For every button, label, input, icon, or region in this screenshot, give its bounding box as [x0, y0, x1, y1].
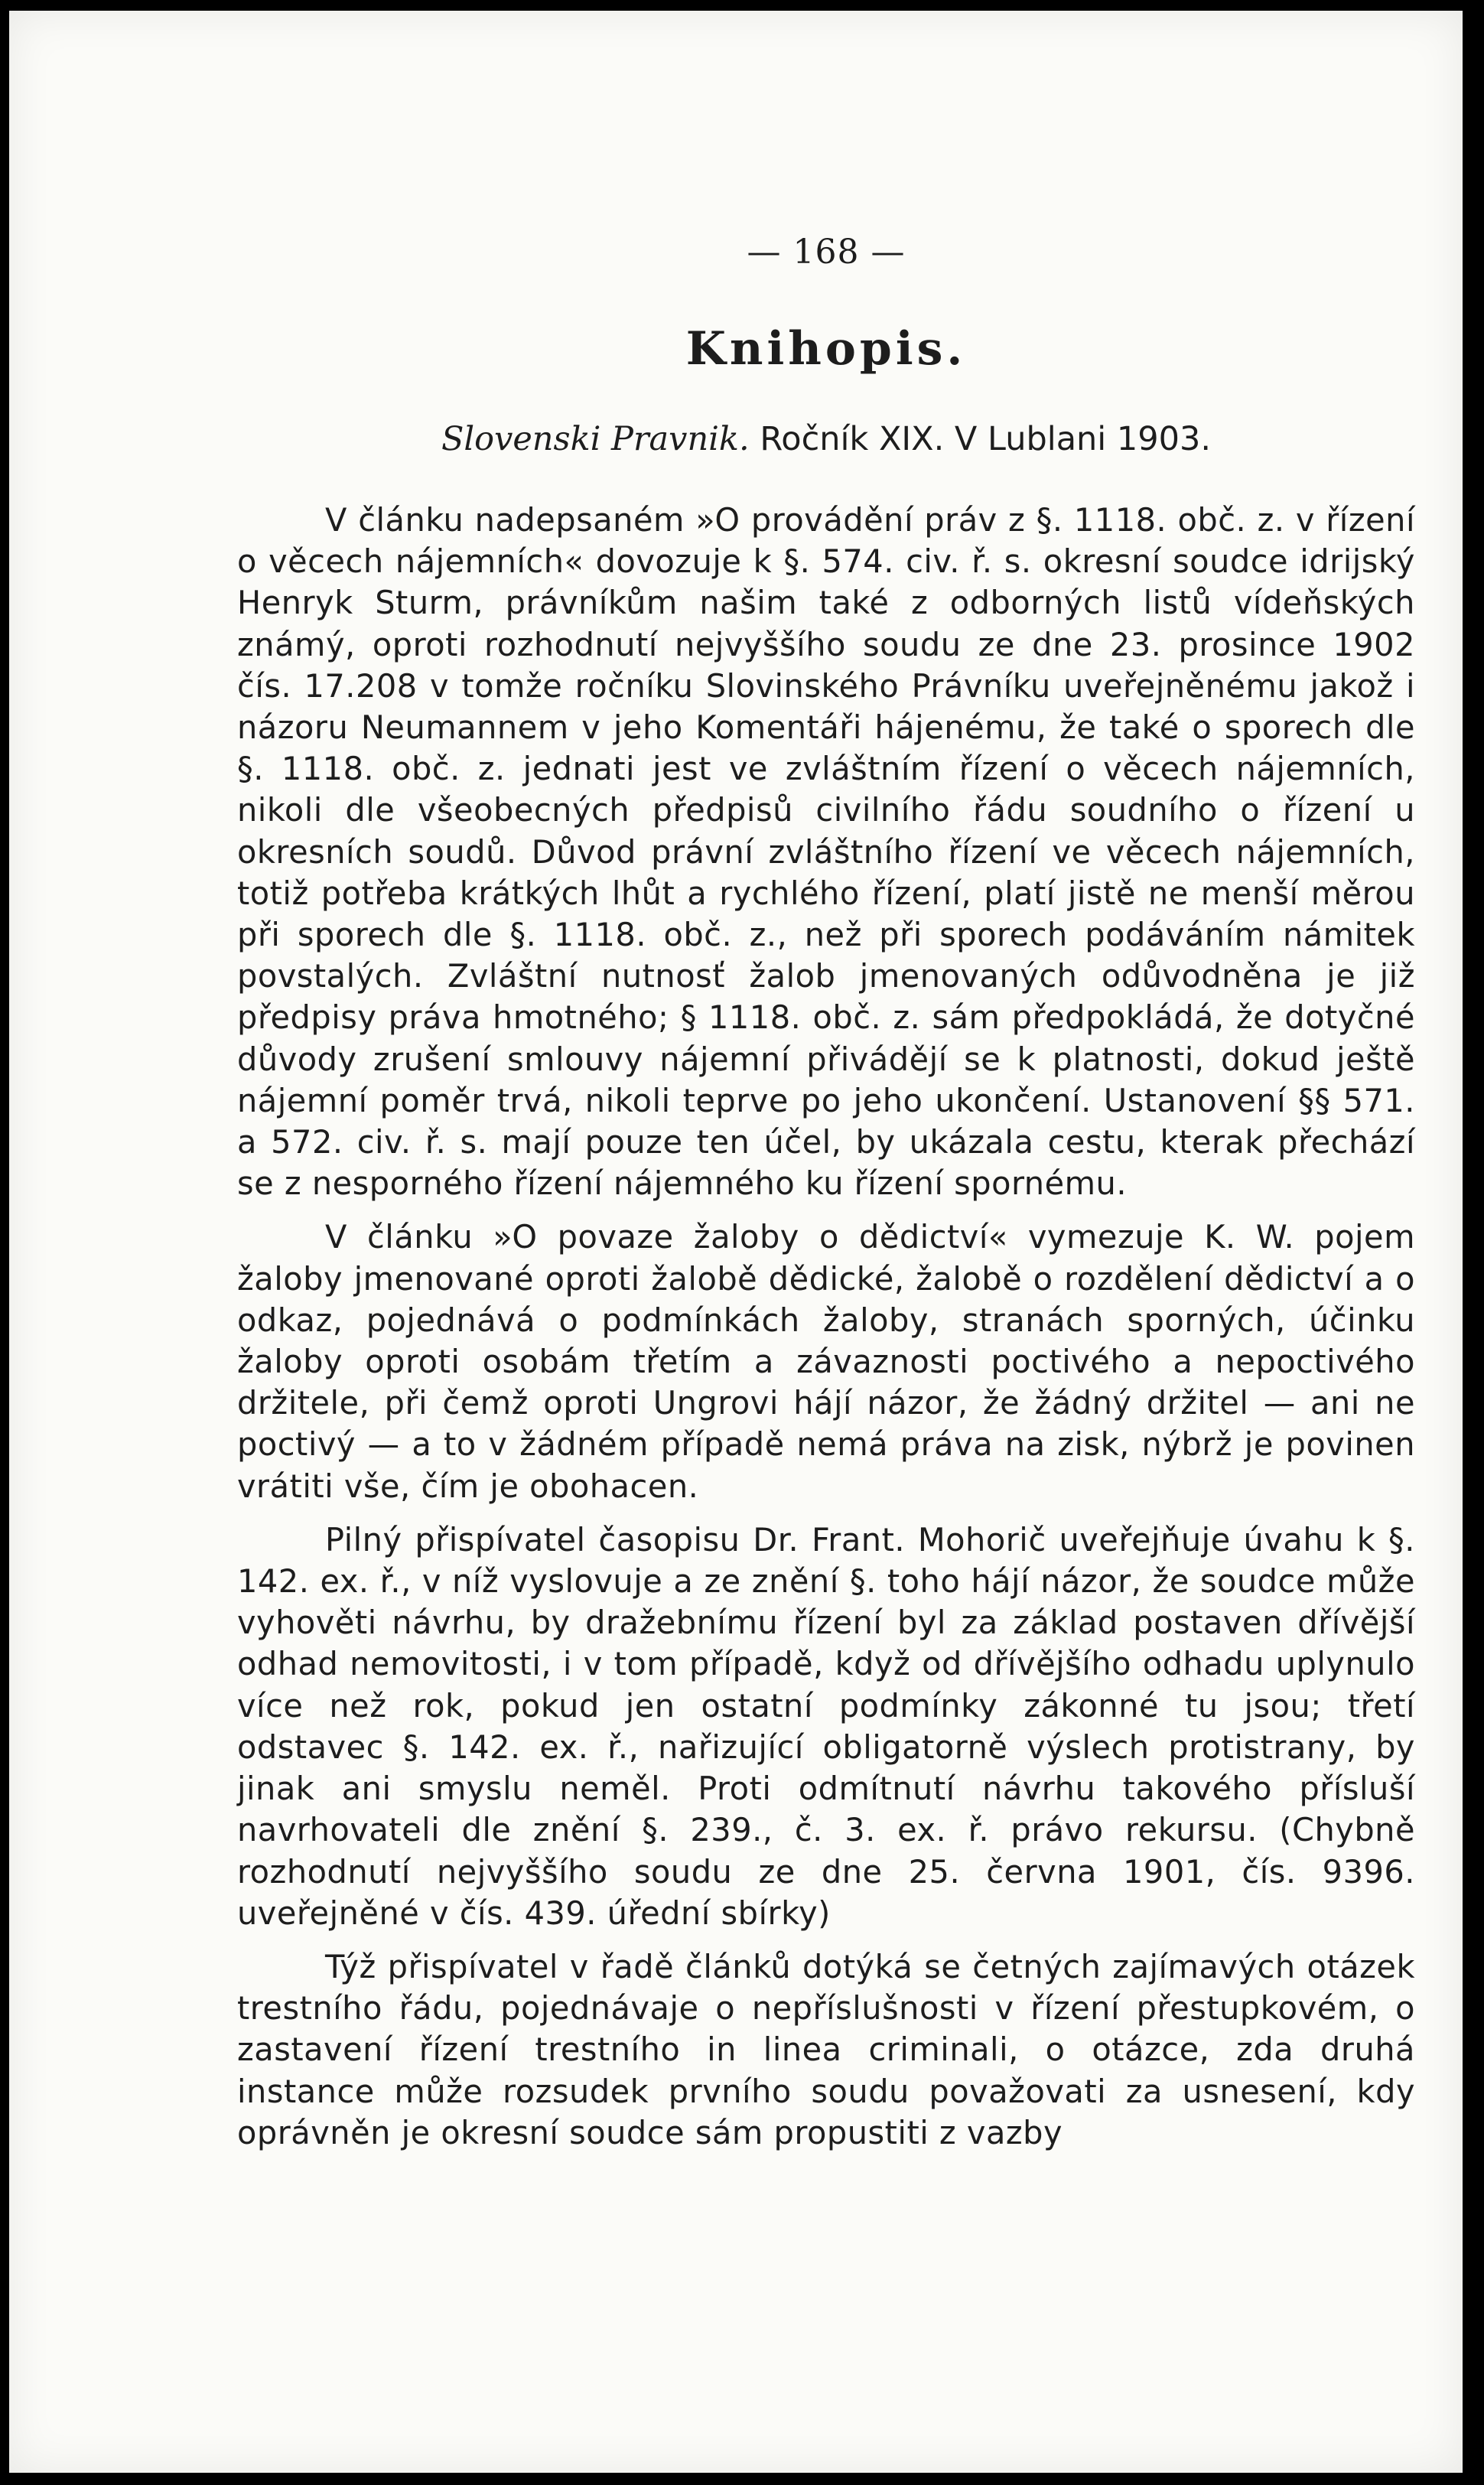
paragraph-1: V článku nadepsaném »O provádění práv z §. 1118. obč. z. v řízení o věcech nájemních« dovozuje k §. 574. civ. ř. s. okresní soudce idrijský Henryk Sturm, právníkům našim také z odborných listů vídeňských známý, oproti rozhodnutí nejvyššího soudu ze dne 23. prosince 1902 čís. 17.208 v tomže ročníku Slovinského Právníku uveřejněnému jakož i názoru Neumannem v jeho Komentáři hájenému, že také o sporech dle §. 1118. obč. z. jednati jest ve zvláštním řízení o věcech nájemních, nikoli dle všeobecných předpisů civilního řádu soudního o řízení u okresních soudů. Důvod právní zvláštního řízení ve věcech nájemních, totiž potřeba krátkých lhůt a rychlého řízení, platí jistě ne menší měrou při sporech dle §. 1118. obč. z., než při sporech podáváním námitek povstalých. Zvláštní nutnosť žalob jmenovaných odůvodněna je již předpisy práva hmotného; § 1118. obč. z. sám předpokládá, že dotyčné důvody zrušení smlouvy nájemní přivádějí se k platnosti, dokud ještě nájemní poměr trvá, nikoli teprve po jeho ukončení. Ustanovení §§ 571. a 572. civ. ř. s. mají pouze ten účel, by ukázala cestu, kterak přechází se z nesporného řízení nájemného ku řízení spornému.: [237, 501, 1415, 1203]
page-number: — 168 —: [747, 233, 906, 272]
page-content: [237, 233, 1415, 2166]
journal-details: Ročník XIX. V Lublani 1903.: [760, 420, 1212, 458]
scanned-page: [9, 11, 1463, 2473]
citation: [237, 420, 1415, 458]
paragraph-4: Týž přispívatel v řadě článků dotýká se četných zajímavých otázek trestního řádu, pojednávaje o nepříslušnosti v řízení přestupkovém, o zastavení řízení trestního in linea criminali, o otázce, zda druhá instance může rozsudek prvního soudu považovati za usnesení, kdy oprávněn je okresní soudce sám propustiti z vazby: [237, 1947, 1415, 2151]
paragraph-2: V článku »O povaze žaloby o dědictví« vymezuje K. W. pojem žaloby jmenované oproti žalobě dědické, žalobě o rozdělení dědictví a o odkaz, pojednává o podmínkách žaloby, stranách sporných, účinku žaloby oproti osobám třetím a závaznosti poctivého a nepoctivého držitele, při čemž oproti Ungrovi hájí názor, že žádný držitel — ani ne poctivý — a to v žádném případě nemá práva na zisk, nýbrž je povinen vrátiti vše, čím je obohacen.: [237, 1218, 1415, 1505]
section-title: Knihopis.: [685, 322, 967, 376]
paragraph-3: Pilný přispívatel časopisu Dr. Frant. Mohorič uveřejňuje úvahu k §. 142. ex. ř., v níž vyslovuje a ze znění §. toho hájí názor, že soudce může vyhověti návrhu, by dražebnímu řízení byl za základ postaven dřívější odhad nemovitosti, i v tom případě, když od dřívějšího odhadu uplynulo více než rok, pokud jen ostatní podmínky zákonné tu jsou; třetí odstavec §. 142. ex. ř., nařizující obligatorně výslech protistrany, by jinak ani smyslu neměl. Proti odmítnutí návrhu takového přísluší navrhovateli dle znění §. 239., č. 3. ex. ř. právo rekursu. (Chybně rozhodnutí nejvyššího soudu ze dne 25. června 1901, čís. 9396. uveřejněné v čís. 439. úřední sbírky): [237, 1520, 1415, 1932]
journal-name: Slovenski Pravnik.: [441, 420, 750, 458]
